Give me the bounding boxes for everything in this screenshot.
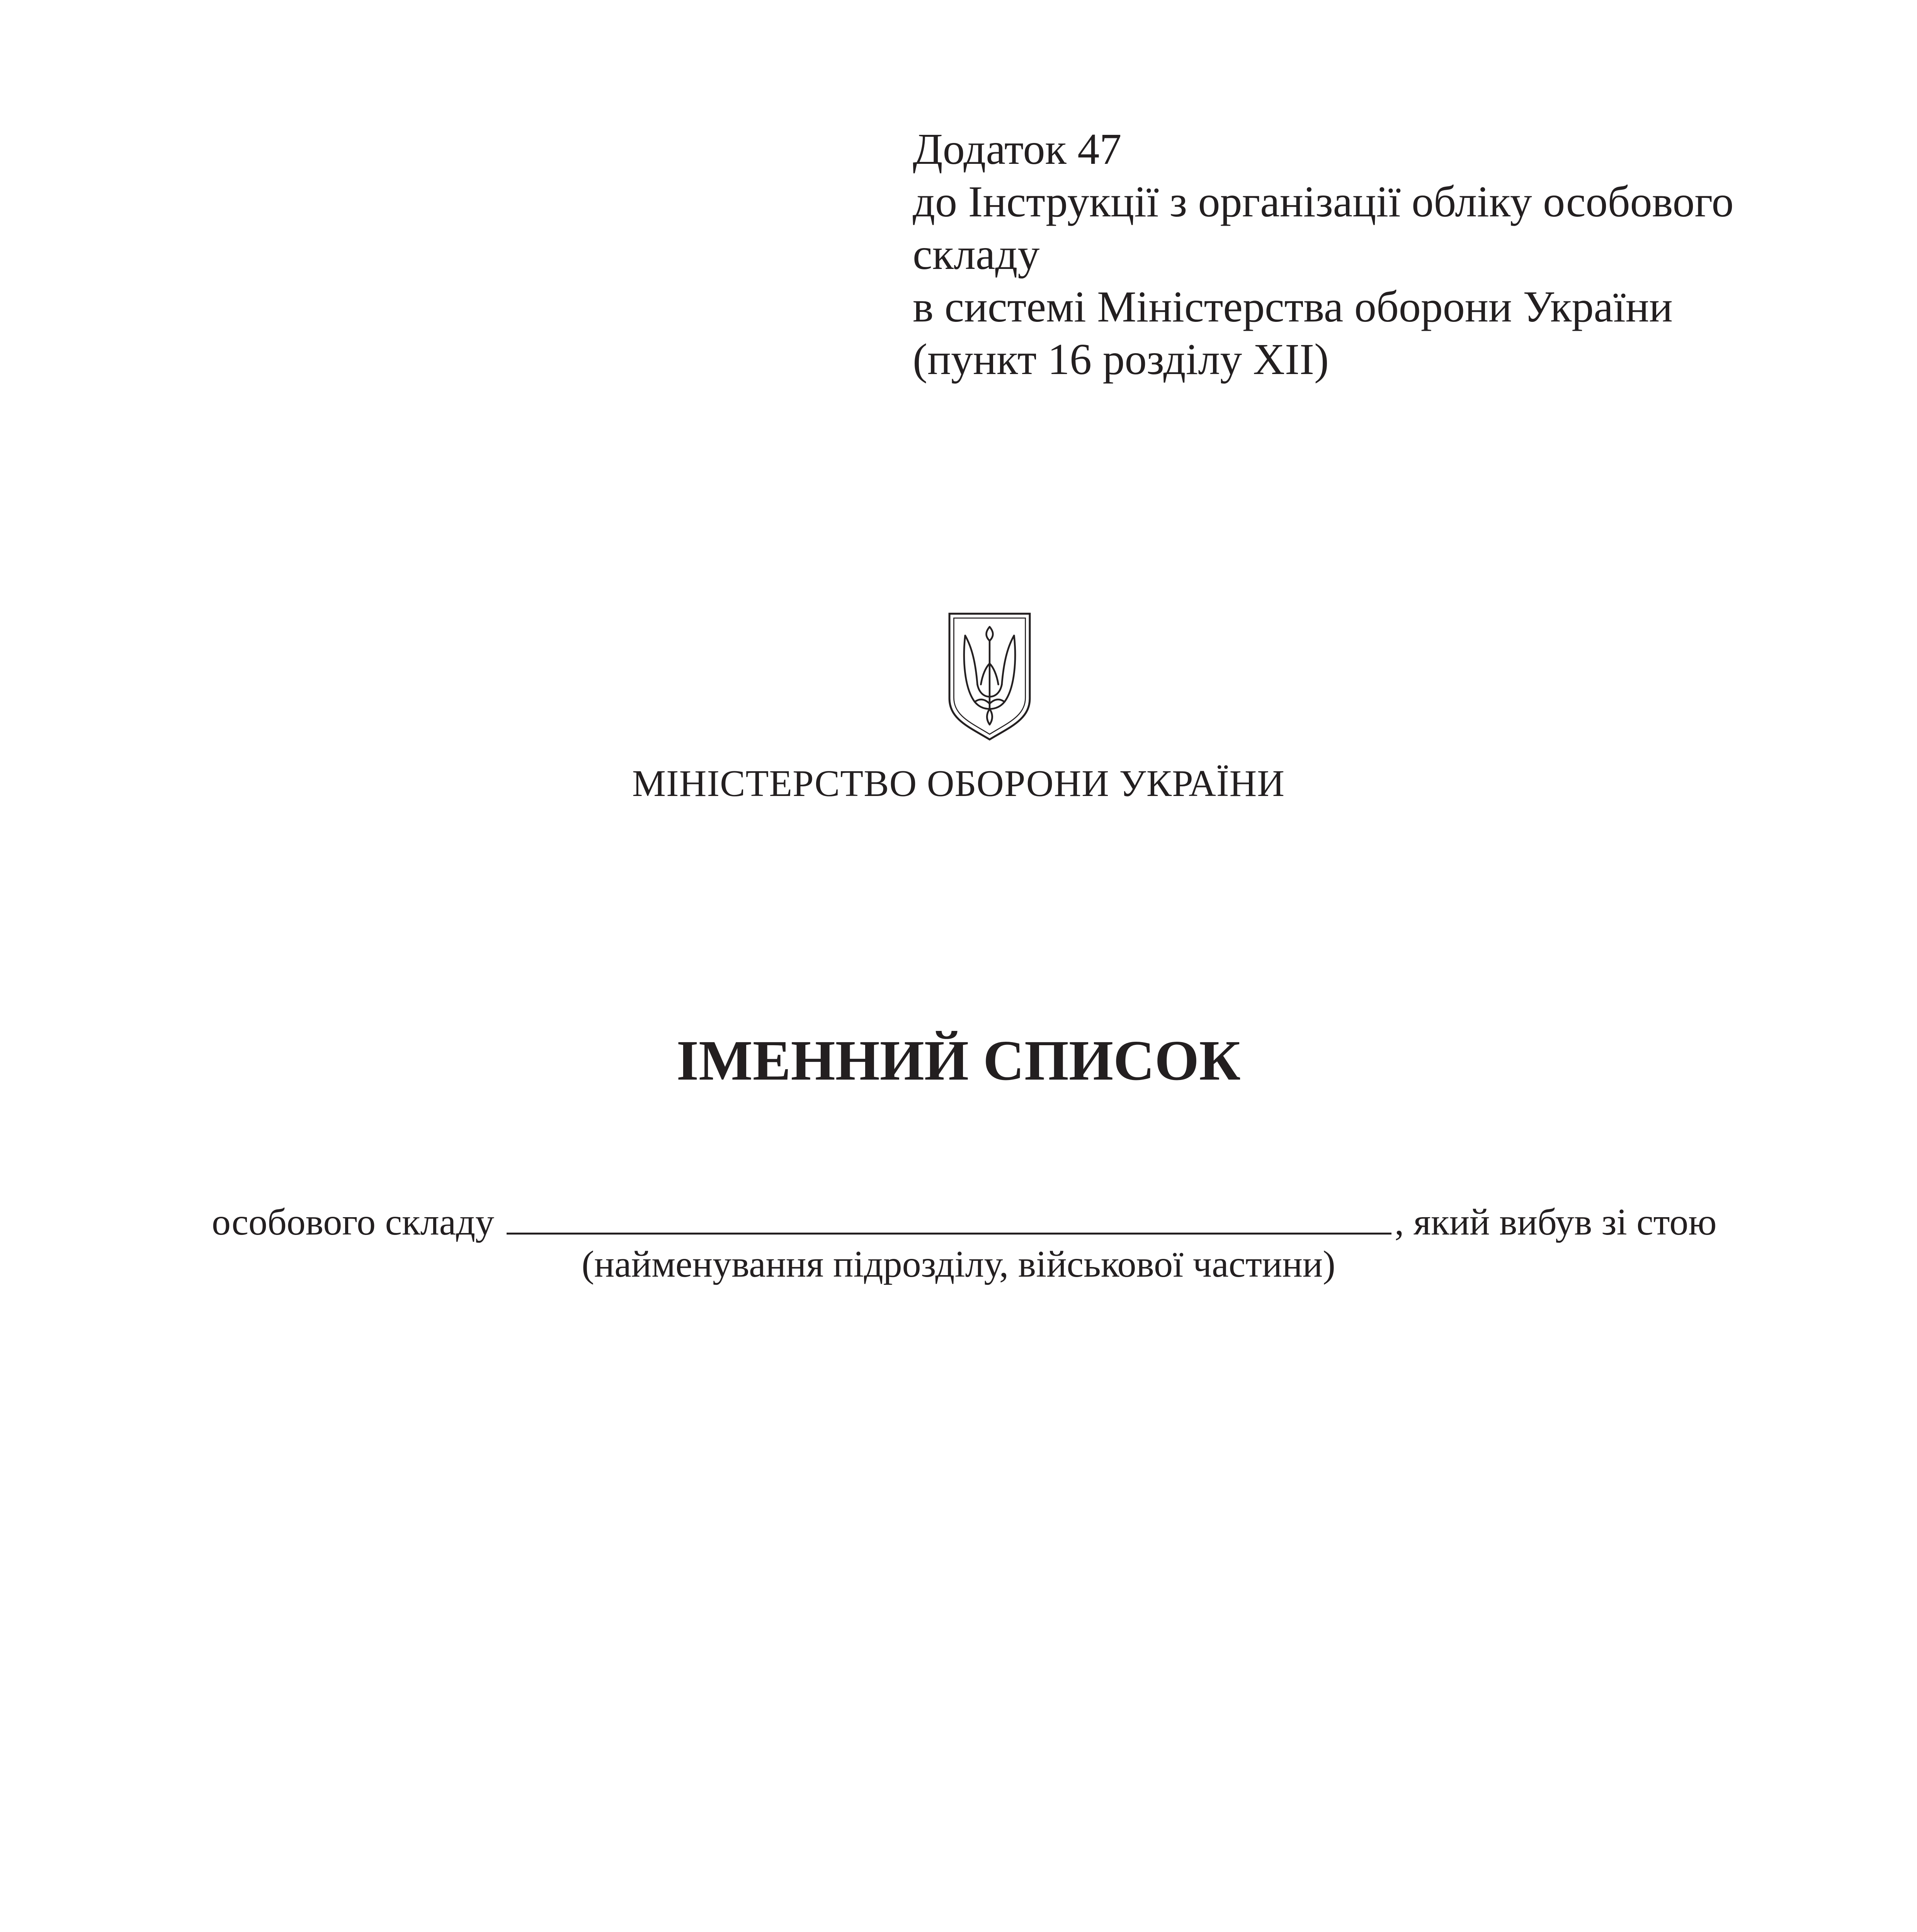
appendix-line: складу bbox=[913, 230, 1040, 279]
appendix-line: (пункт 16 розділу XII) bbox=[913, 335, 1329, 384]
appendix-line: Додаток 47 bbox=[913, 124, 1122, 173]
unit-caption: (найменування підрозділу, військової частини) bbox=[582, 1243, 1335, 1285]
trident-coat-of-arms-icon bbox=[946, 611, 1033, 743]
appendix-block bbox=[913, 123, 1801, 386]
appendix-line: до Інструкції з організації обліку особового bbox=[913, 177, 1734, 226]
unit-prefix: особового складу bbox=[212, 1201, 495, 1243]
appendix-line: в системі Міністерства оборони України bbox=[913, 282, 1673, 331]
unit-suffix: , який вибув зі стою bbox=[1395, 1201, 1717, 1243]
unit-name-blank[interactable] bbox=[507, 1197, 1391, 1235]
document-title: ІМЕННИЙ СПИСОК bbox=[676, 1029, 1241, 1092]
ministry-name: МІНІСТЕРСТВО ОБОРОНИ УКРАЇНИ bbox=[632, 763, 1285, 804]
unit-line bbox=[212, 1197, 1757, 1245]
